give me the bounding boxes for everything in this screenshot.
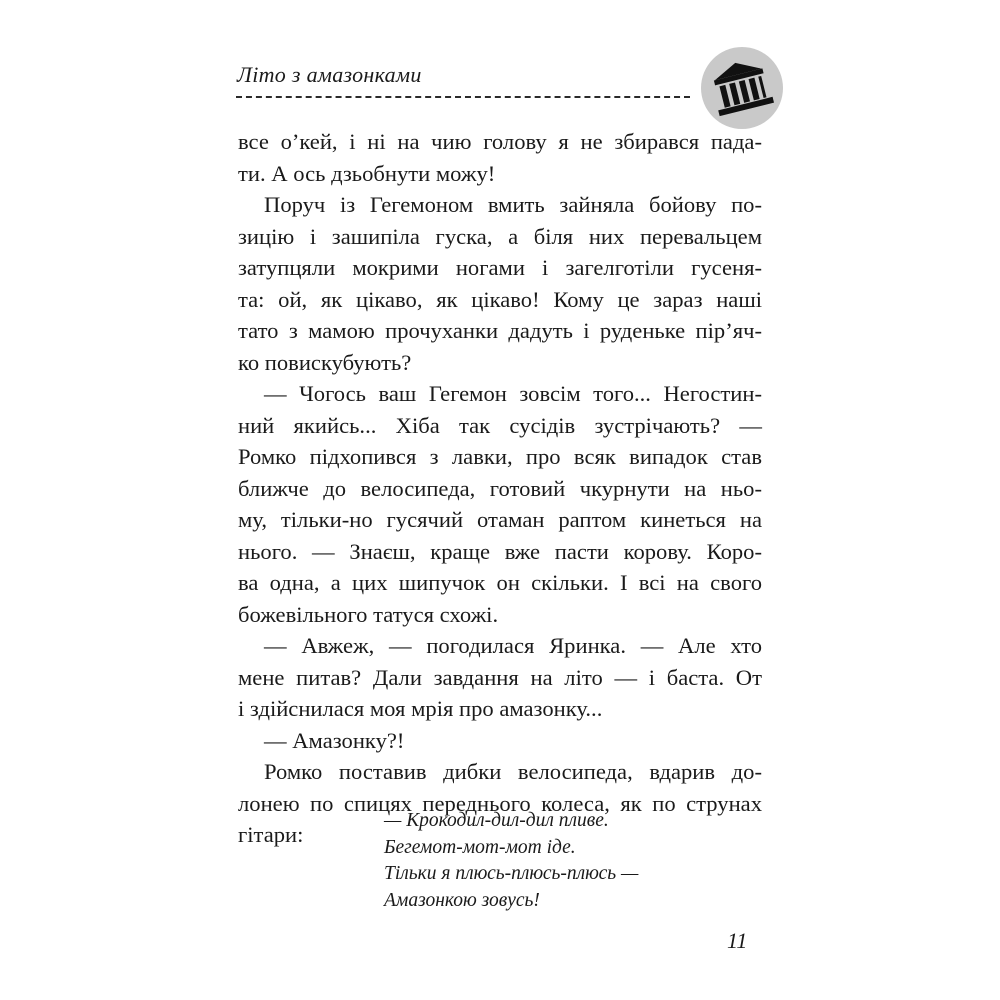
poem-line: Тільки я плюсь-плюсь-плюсь — [384, 863, 639, 884]
text-line: лонею по спицях переднього колеса, як по струнах [238, 790, 762, 816]
text-line: — Амазонку?! [264, 727, 405, 753]
page-number: 11 [727, 928, 748, 953]
text-line: затупцяли мокрими ногами і загелготіли гусеня- [238, 255, 762, 280]
text-line: ко повискубують? [238, 349, 412, 375]
text-line: Поруч із Гегемоном вмить зайняла бойову по- [264, 192, 762, 217]
text-line: ва одна, а цих шипучок он скільки. І всі на свого [238, 570, 762, 595]
text-line: нього. — Знаєш, краще вже пасти корову. Коро- [238, 538, 762, 564]
text-line: божевільного татуся схожі. [238, 601, 499, 627]
text-line: та: ой, як цікаво, як цікаво! Кому це зараз наші [238, 286, 762, 312]
text-line: мене питав? Дали завдання на літо — і баста. От [238, 664, 762, 690]
text-line: му, тільки-но гусячий отаман раптом кинеться на [238, 507, 762, 532]
poem-line: Бегемот-мот-мот іде. [384, 836, 576, 858]
running-title: Літо з амазонками [237, 62, 422, 87]
temple-columns-icon [700, 46, 784, 130]
text-line: Ромко поставив дибки велосипеда, вдарив до- [264, 759, 762, 784]
poem-line: Амазонкою зовусь! [384, 889, 540, 911]
poem-verse [384, 808, 638, 914]
text-line: ти. А ось дзьобнути можу! [238, 160, 496, 186]
text-line: все о’кей, і ні на чию голову я не збирався пада- [238, 129, 762, 154]
text-line: гітари: [238, 822, 304, 847]
text-line: і здійснилася моя мрія про амазонку... [238, 696, 603, 721]
body-text [238, 126, 762, 851]
poem-line: — Крокодил-дил-дил пливе. [384, 810, 609, 831]
text-line: тато з мамою прочуханки дадуть і руденьке пір’яч- [238, 318, 762, 343]
text-line: ближче до велосипеда, готовий чкурнути на ньо- [238, 475, 762, 501]
header-dashed-rule [236, 96, 690, 98]
text-line: — Авжеж, — погодилася Яринка. — Але хто [264, 633, 762, 658]
text-line: зицію і зашипіла гуска, а біля них перевальцем [238, 223, 762, 249]
text-line: — Чогось ваш Гегемон зовсім того... Негостин- [264, 381, 762, 406]
text-line: ний якийсь... Хіба так сусідів зустрічають? — [238, 412, 762, 438]
text-line: Ромко підхопився з лавки, про всяк випадок став [238, 444, 762, 469]
